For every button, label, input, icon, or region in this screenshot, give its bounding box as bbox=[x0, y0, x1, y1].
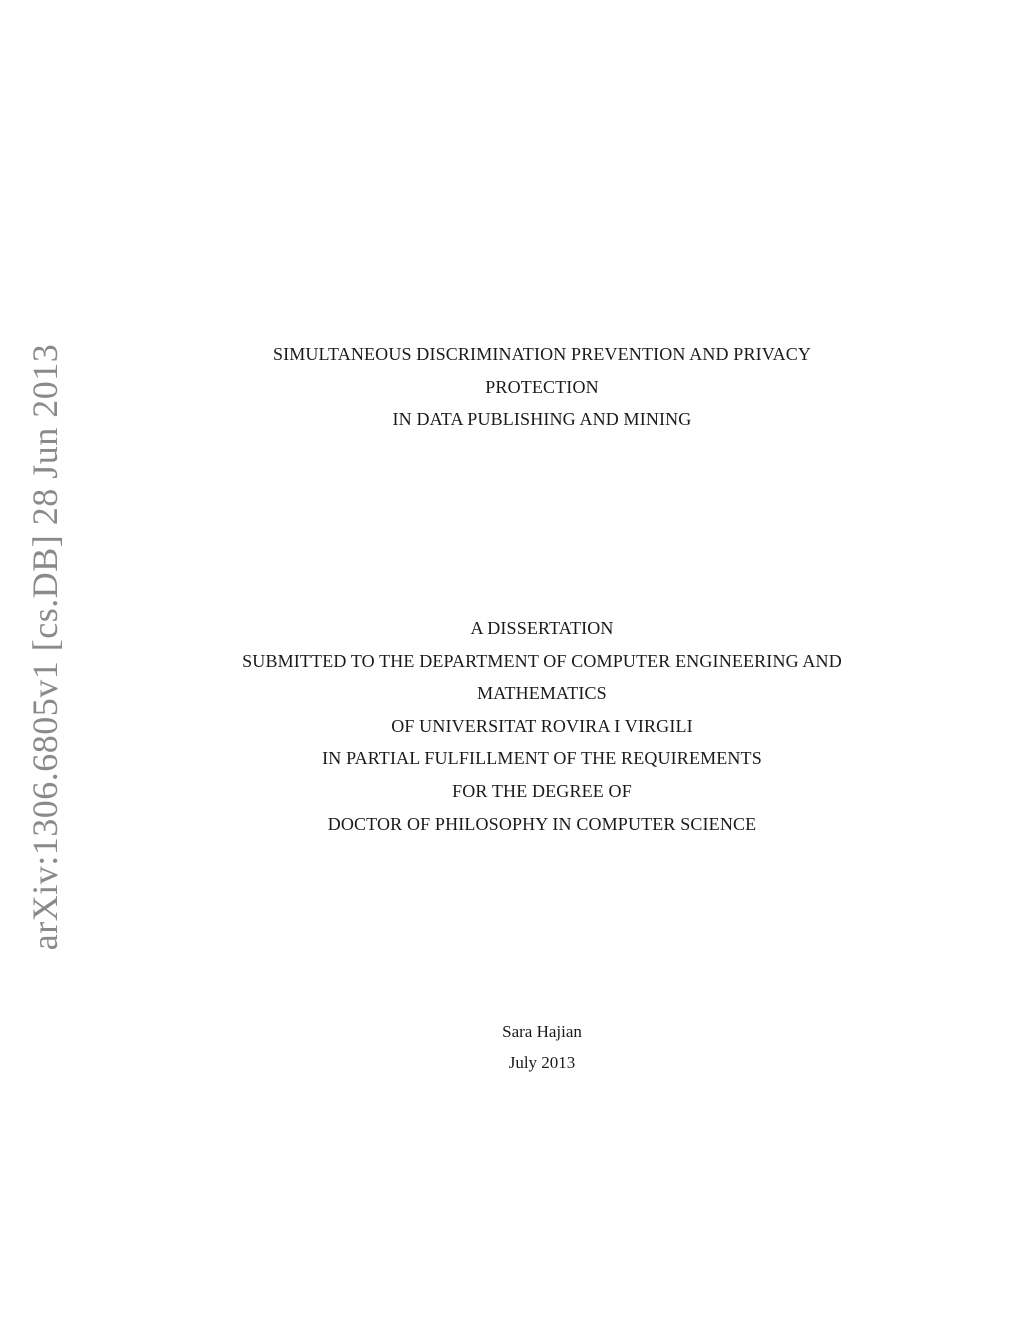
dissertation-statement bbox=[182, 612, 902, 840]
thesis-title bbox=[182, 338, 902, 436]
dissertation-line: IN PARTIAL FULFILLMENT OF THE REQUIREMENTS bbox=[322, 748, 762, 769]
dissertation-line: SUBMITTED TO THE DEPARTMENT OF COMPUTER ENGINEERING AND bbox=[242, 650, 842, 671]
author-info bbox=[182, 1016, 902, 1078]
arxiv-stamp: arXiv:1306.6805v1 [cs.DB] 28 Jun 2013 bbox=[25, 343, 65, 951]
dissertation-line: DOCTOR OF PHILOSOPHY IN COMPUTER SCIENCE bbox=[327, 813, 757, 834]
author-name: Sara Hajian bbox=[502, 1022, 582, 1041]
title-line: SIMULTANEOUS DISCRIMINATION PREVENTION AND PRIVACY bbox=[272, 344, 812, 364]
dissertation-line: FOR THE DEGREE OF bbox=[452, 780, 632, 801]
dissertation-line: MATHEMATICS bbox=[477, 683, 607, 704]
submission-date: July 2013 bbox=[508, 1053, 576, 1072]
title-line: IN DATA PUBLISHING AND MINING bbox=[392, 409, 692, 430]
title-line: PROTECTION bbox=[485, 376, 599, 397]
dissertation-line: OF UNIVERSITAT ROVIRA I VIRGILI bbox=[391, 715, 693, 736]
dissertation-line: A DISSERTATION bbox=[470, 618, 614, 638]
